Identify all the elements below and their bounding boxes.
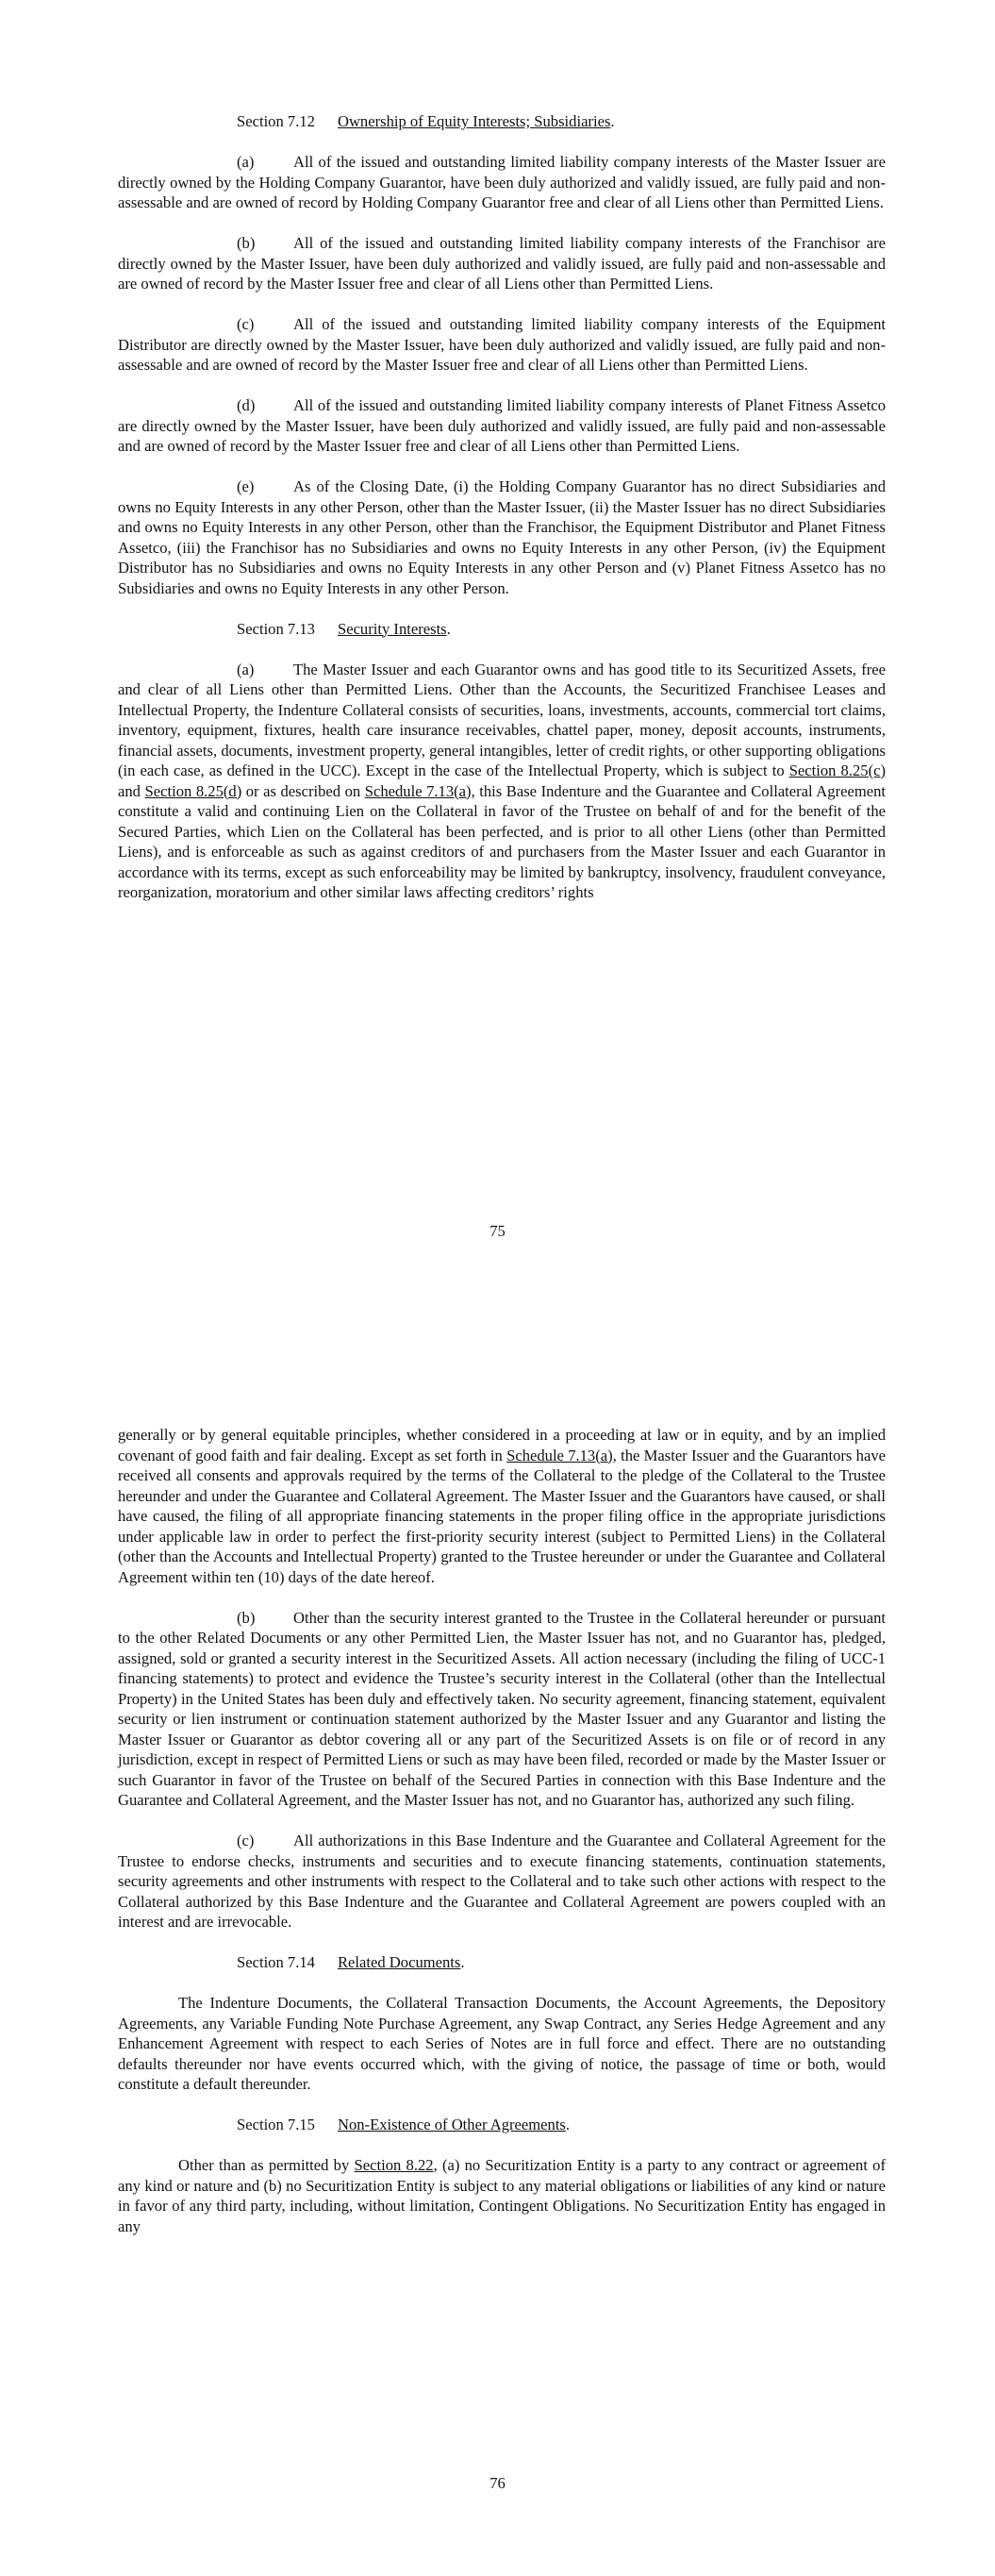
cross-reference: Schedule 7.13(a) xyxy=(364,781,472,800)
section-number: Section 7.13 xyxy=(237,619,315,638)
paragraph-text: The Indenture Documents, the Collateral Transaction Documents, the Account Agreements, the Depository Agreements, any Variable Funding Note Purchase Agreement, any Swap Contract, any Series Hedge Agreement and any Enhancement Agreement with respect to each Series of Notes are in full force and effect. There are no outstanding defaults thereunder nor have events occurred which, with the giving of notice, the passage of time or both, would constitute a default thereunder. xyxy=(118,1994,886,2093)
paragraph-label: (c) xyxy=(237,315,255,333)
section-title: Related Documents xyxy=(337,1953,461,1971)
page-number: 75 xyxy=(489,1222,506,1240)
paragraph-text: All of the issued and outstanding limited liability company interests of the Franchisor are directly owned by the Master Issuer, have been duly authorized and validly issued, are fully paid and non-assessable and are owned of record by the Master Issuer free and clear of all Liens other than Permitted Liens. xyxy=(118,234,886,293)
section-title: Non-Existence of Other Agreements xyxy=(337,2116,566,2133)
section-number: Section 7.12 xyxy=(237,112,315,130)
cross-reference: Schedule 7.13(a) xyxy=(506,1446,613,1464)
section-title: Ownership of Equity Interests; Subsidiaries xyxy=(337,112,611,130)
paragraph-7-13-a-continued: generally or by general equitable principles, whether considered in a proceeding at law or in equity, and by an implied covenant of good faith and fair dealing. Except as set forth in Schedule 7.13(a), the Master Issuer and the Guarantors have received all consents and approvals required by the terms of the Collateral to the pledge of the Collateral to the Trustee hereunder and under the Guarantee and Collateral Agreement. The Master Issuer and the Guarantors have caused, or shall have caused, the filing of all appropriate financing statements in the proper filing office in the appropriate jurisdictions under applicable law in order to perfect the first-priority security interest (subject to Permitted Liens) in the Collateral (other than the Accounts and Intellectual Property) granted to the Trustee hereunder or under the Guarantee and Collateral Agreement within ten (10) days of the date hereof. xyxy=(118,1426,886,1586)
section-number: Section 7.14 xyxy=(237,1953,315,1971)
paragraph-label: (d) xyxy=(237,396,256,414)
cross-reference: Section 8.25(d) xyxy=(144,781,242,800)
paragraph-7-12-a xyxy=(118,152,886,213)
section-number: Section 7.15 xyxy=(237,2116,315,2133)
paragraph-7-13-c xyxy=(118,1831,886,1932)
section-7-12-heading: Section 7.12 Ownership of Equity Interests; Subsidiaries. xyxy=(237,112,615,130)
paragraph-text: All of the issued and outstanding limited liability company interests of the Master Issuer are directly owned by the Holding Company Guarantor, have been duly authorized and validly issued, are fully paid and non-assessable and are owned of record by Holding Company Guarantor free and clear of all Liens other than Permitted Liens. xyxy=(118,153,886,211)
page-content xyxy=(118,111,886,923)
section-title: Security Interests xyxy=(337,619,447,638)
section-7-15-heading: Section 7.15 Non-Existence of Other Agreements. xyxy=(237,2116,571,2133)
section-7-13-heading: Section 7.13 Security Interests. xyxy=(237,619,451,638)
paragraph-text: Other than the security interest granted to the Trustee in the Collateral hereunder or pursuant to the other Related Documents or any other Permitted Lien, the Master Issuer has not, and no Guarantor has, pledged, assigned, sold or granted a security interest in the Securitized Assets. All action necessary (including the filing of UCC-1 financing statements) to protect and evidence the Trustee’s security interest in the Collateral (other than the Intellectual Property) in the United States has been duly and effectively taken. No security agreement, financing statement, equivalent security or lien instrument or continuation statement authorized by the Master Issuer and any Guarantor and listing the Master Issuer or Guarantor as debtor covering all or any part of the Securitized Assets is on file or of record in any jurisdiction, except in respect of Permitted Liens or such as may have been filed, recorded or made by the Master Issuer or such Guarantor in favor of the Trustee on behalf of the Secured Parties in connection with this Base Indenture and the Guarantee and Collateral Agreement, and the Master Issuer has not, and no Guarantor has, authorized any such filing. xyxy=(118,1608,886,1809)
paragraph-label: (a) xyxy=(237,153,255,171)
page-content xyxy=(118,1425,886,2257)
cross-reference: Section 8.25(c) xyxy=(788,761,886,779)
paragraph-text: All of the issued and outstanding limited liability company interests of the Equipment Distributor are directly owned by the Master Issuer, have been duly authorized and validly issued, are fully paid and non-assessable and are owned of record by the Master Issuer free and clear of all Liens other than Permitted Liens. xyxy=(118,315,886,374)
cross-reference: Section 8.22 xyxy=(354,2156,434,2174)
paragraph-7-15: Other than as permitted by Section 8.22, (a) no Securitization Entity is a party to any contract or agreement of any kind or nature and (b) no Securitization Entity is subject to any material obligations or liabilities of any kind or nature in favor of any third party, including, without limitation, Contingent Obligations. No Securitization Entity has engaged in any xyxy=(118,2156,886,2235)
paragraph-label: (c) xyxy=(237,1832,255,1849)
paragraph-7-14 xyxy=(118,1993,886,2095)
paragraph-label: (a) xyxy=(237,660,255,678)
paragraph-7-12-e xyxy=(118,477,886,598)
paragraph-label: (e) xyxy=(237,477,255,495)
paragraph-7-13-b xyxy=(118,1608,886,1811)
paragraph-7-12-d xyxy=(118,395,886,457)
page-number: 76 xyxy=(489,2474,506,2492)
paragraph-text: All of the issued and outstanding limited liability company interests of Planet Fitness Assetco are directly owned by the Master Issuer, have been duly authorized and validly issued, are fully paid and non-assessable and are owned of record by the Master Issuer free and clear of all Liens other than Permitted Liens. xyxy=(118,396,886,455)
document-page-76 xyxy=(0,1359,995,2576)
section-7-14-heading: Section 7.14 Related Documents. xyxy=(237,1953,465,1971)
paragraph-7-12-c xyxy=(118,314,886,376)
paragraph-label: (b) xyxy=(237,1608,256,1627)
paragraph-7-13-a: (a) The Master Issuer and each Guarantor owns and has good title to its Securitized Assets, free and clear of all Liens other than Permitted Liens. Other than the Accounts, the Securitized Franchisee Leases and Intellectual Property, the Indenture Collateral consists of securities, loans, investments, accounts, commercial tort claims, inventory, equipment, fixtures, health care insurance receivables, chattel paper, money, deposit accounts, instruments, financial assets, documents, investment property, general intangibles, letter of credit rights, or other supporting obligations (in each case, as defined in the UCC). Except in the case of the Intellectual Property, which is subject to Section 8.25(c) and Section 8.25(d) or as described on Schedule 7.13(a), this Base Indenture and the Guarantee and Collateral Agreement constitute a valid and continuing Lien on the Collateral in favor of the Trustee on behalf of and for the benefit of the Secured Parties, which Lien on the Collateral has been perfected, and is prior to all other Liens (other than Permitted Liens), and is enforceable as such as against creditors of and purchasers from the Master Issuer and each Guarantor in accordance with its terms, except as such enforceability may be limited by bankruptcy, insolvency, fraudulent conveyance, reorganization, moratorium and other similar laws affecting creditors’ rights xyxy=(118,660,887,901)
paragraph-text: All authorizations in this Base Indenture and the Guarantee and Collateral Agreement for the Trustee to endorse checks, instruments and securities and to execute financing statements, continuation statements, security agreements and other instruments with respect to the Collateral and to take such other actions with respect to the Collateral authorized by this Base Indenture and the Guarantee and Collateral Agreement are powers coupled with an interest and are irrevocable. xyxy=(118,1832,886,1931)
paragraph-text: As of the Closing Date, (i) the Holding Company Guarantor has no direct Subsidiaries and owns no Equity Interests in any other Person, other than the Master Issuer, (ii) the Master Issuer has no direct Subsidiaries and owns no Equity Interests in any other Person, other than the Franchisor, the Equipment Distributor and Planet Fitness Assetco, (iii) the Franchisor has no Subsidiaries and owns no Equity Interests in any other Person, (iv) the Equipment Distributor has no Subsidiaries and owns no Equity Interests in any other Person and (v) Planet Fitness Assetco has no Subsidiaries and owns no Equity Interests in any other Person. xyxy=(118,477,886,597)
paragraph-7-12-b xyxy=(118,233,886,294)
paragraph-label: (b) xyxy=(237,234,256,252)
